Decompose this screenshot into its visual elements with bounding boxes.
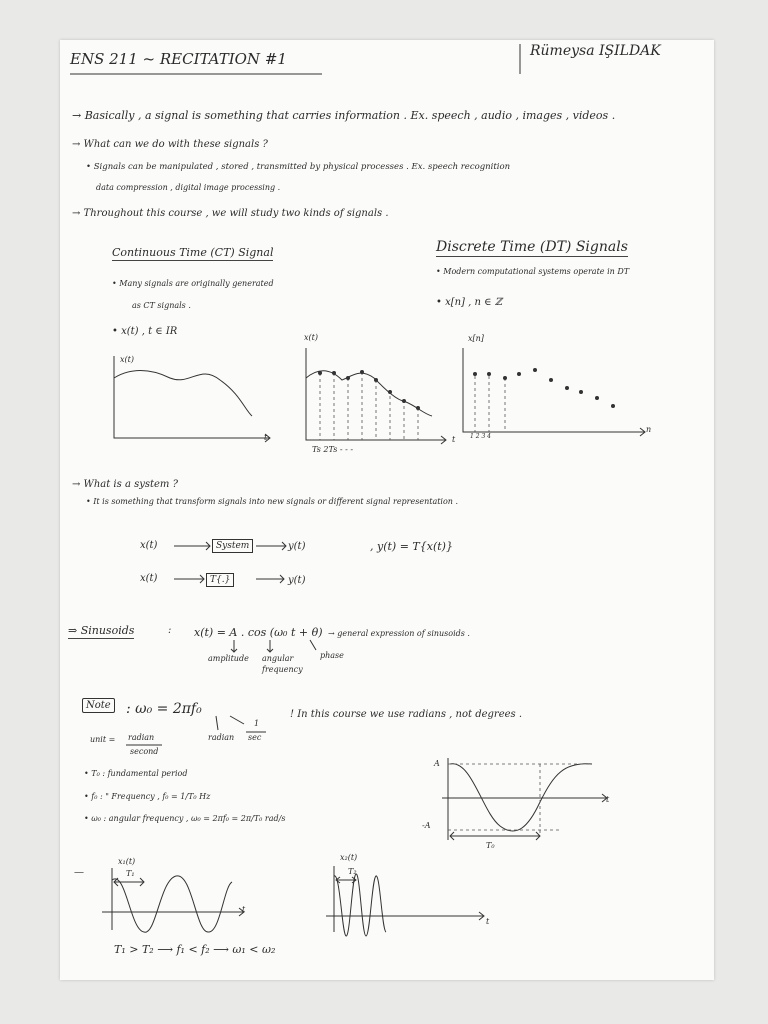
dt-plot-xlabel: n: [646, 425, 652, 434]
sampled-signal-plot: [296, 340, 461, 455]
system-input-2: x(t): [140, 573, 158, 584]
note-fraction-den: sec: [248, 733, 262, 742]
note-comment: ! In this course we use radians , not degrees .: [290, 709, 523, 720]
system-output-2: y(t): [288, 575, 306, 586]
cosine-neg-amplitude-label: -A: [422, 821, 431, 830]
ct-bullet-2: • x(t) , t ∈ IR: [112, 326, 178, 337]
frequency-label: frequency: [262, 665, 303, 674]
amplitude-label: amplitude: [208, 654, 249, 663]
cosine-t-label: t: [606, 795, 610, 804]
def-fundamental-period: • T₀ : fundamental period: [84, 769, 188, 778]
unit-denominator: second: [130, 747, 159, 756]
system-input-1: x(t): [140, 540, 158, 551]
dt-plot-ylabel: x[n]: [468, 334, 484, 343]
def-frequency: • f₀ : " Frequency , f₀ = 1/T₀ Hz: [84, 792, 211, 801]
ct-bullet-1b: as CT signals .: [132, 301, 191, 310]
note-box: Note: [82, 698, 115, 713]
def-angular-frequency: • ω₀ : angular frequency , ω₀ = 2πf₀ = 2π/T₀ rad/s: [84, 814, 286, 823]
sinusoid-description: → general expression of sinusoids .: [328, 629, 470, 638]
system-question: → What is a system ?: [72, 479, 178, 490]
system-output-1: y(t): [288, 541, 306, 552]
period-frequency-relation: T₁ > T₂ ⟶ f₁ < f₂ ⟶ ω₁ < ω₂: [114, 943, 276, 956]
dt-bullet-2: • x[n] , n ∈ ℤ: [436, 297, 502, 308]
compare-dash: —: [74, 867, 84, 878]
cosine-period-label: T₀: [486, 841, 495, 850]
dt-plot-ticks: 1 2 3 4: [470, 433, 491, 440]
ct-plot1-ylabel: x(t): [120, 355, 134, 364]
dt-signal-plot: [455, 340, 655, 440]
x2-label: x₂(t): [340, 853, 358, 862]
phase-label: phase: [320, 651, 344, 660]
x1-label: x₁(t): [118, 857, 136, 866]
signal-x1-plot: [96, 857, 261, 945]
ct-plot1-xlabel: t: [264, 433, 268, 442]
intro-line-2: → What can we do with these signals ?: [72, 139, 268, 150]
unit-label: unit =: [90, 735, 116, 744]
intro-line-1: → Basically , a signal is something that carries information . Ex. speech , audio , images , videos .: [72, 109, 616, 122]
operator-box: T{.}: [206, 573, 234, 587]
dt-heading: Discrete Time (DT) Signals: [436, 239, 628, 255]
ct-plot2-ticks: Ts 2Ts - - -: [312, 445, 354, 454]
intro-line-5: → Throughout this course , we will study two kinds of signals .: [72, 208, 389, 219]
cosine-plot: [432, 752, 617, 852]
page-title: ENS 211 ~ RECITATION #1: [70, 50, 287, 68]
dt-bullet-1: • Modern computational systems operate in DT: [436, 267, 630, 276]
ct-heading: Continuous Time (CT) Signal: [112, 246, 274, 259]
ct-plot2-ylabel: x(t): [304, 333, 318, 342]
intro-line-3: • Signals can be manipulated , stored , transmitted by physical processes . Ex. speech recognition: [86, 162, 511, 172]
sinusoid-formula: x(t) = A . cos (ω₀ t + θ): [194, 626, 323, 639]
sinusoids-label: ⇒ Sinusoids: [68, 624, 135, 637]
note-fraction-num: 1: [254, 719, 260, 728]
sinusoids-colon: :: [168, 625, 172, 636]
ct-plot2-xlabel: t: [452, 435, 456, 444]
T1-label: T₁: [126, 869, 135, 878]
ct-bullet-1a: • Many signals are originally generated: [112, 279, 274, 288]
intro-line-4: data compression , digital image processing .: [96, 183, 281, 192]
ct-signal-plot: [100, 350, 280, 450]
system-box: System: [212, 539, 253, 553]
note-formula: : ω₀ = 2πf₀: [126, 701, 202, 717]
system-definition: • It is something that transform signals into new signals or different signal representation .: [86, 497, 459, 506]
cosine-amplitude-label: A: [434, 759, 440, 768]
x2-t-label: t: [486, 917, 490, 926]
unit-numerator: radian: [128, 733, 155, 742]
x1-t-label: t: [242, 905, 246, 914]
T2-label: T₂: [348, 867, 357, 876]
angular-label: angular: [262, 654, 294, 663]
system-equation: , y(t) = T{x(t)}: [370, 540, 453, 553]
author-name: Rümeysa IŞILDAK: [530, 43, 661, 59]
note-radian: radian: [208, 733, 235, 742]
